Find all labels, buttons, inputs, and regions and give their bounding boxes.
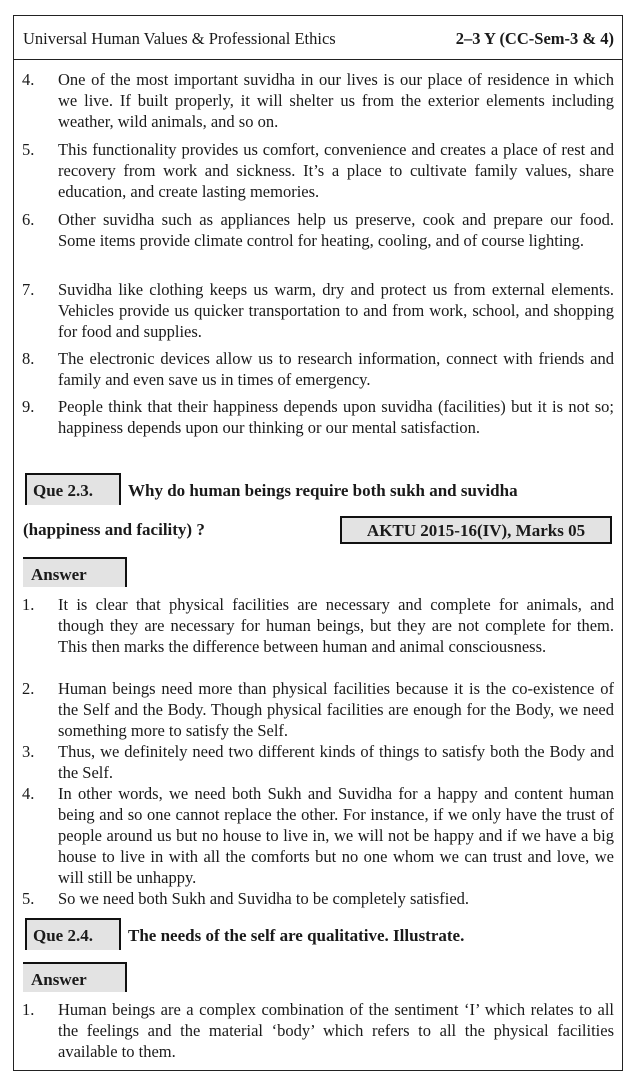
item-number: 8. xyxy=(22,349,35,368)
question-text-continued: (happiness and facility) ? xyxy=(23,520,205,539)
item-text: In other words, we need both Sukh and Suvidha for a happy and content human being and so one cannot replace the other. For instance, if we only have the trust of people around us but no house to live in, we will not be happy and if we have a big house to live in with all the comforts but no one whom we can trust and love, we will still be unhappy. xyxy=(58,784,614,887)
item-number: 3. xyxy=(22,742,35,761)
question-number: Que 2.4. xyxy=(33,926,93,945)
item-text: So we need both Sukh and Suvidha to be completely satisfied. xyxy=(58,889,470,908)
exam-source-badge: AKTU 2015-16(IV), Marks 05 xyxy=(340,516,612,544)
item-number: 2. xyxy=(22,679,35,698)
answer-label: Answer xyxy=(31,970,87,989)
question-number: Que 2.3. xyxy=(33,481,93,500)
book-title: Universal Human Values & Professional Ethics xyxy=(23,29,336,48)
list-item xyxy=(14,594,614,657)
item-text: Suvidha like clothing keeps us warm, dry and protect us from external elements. Vehicles provide us quicker transportation to and from work, school, and shopping for food and supplies. xyxy=(58,280,614,341)
list-item xyxy=(14,209,614,251)
list-item xyxy=(14,783,614,888)
item-number: 1. xyxy=(22,595,35,614)
item-number: 9. xyxy=(22,397,35,416)
item-text: Human beings need more than physical facilities because it is the co-existence of the Self and the Body. Though physical facilities are enough for the Body, we need something more to satisfy the Self. xyxy=(58,679,614,740)
item-text: It is clear that physical facilities are necessary and complete for animals, and though they are necessary for human beings, but they are not complete for them. This then marks the difference between human and animal consciousness. xyxy=(58,595,614,656)
item-text: People think that their happiness depends upon suvidha (facilities) but it is not so; happiness depends upon our thinking or our mental satisfaction. xyxy=(58,397,614,437)
item-number: 7. xyxy=(22,280,35,299)
answer-label-box xyxy=(23,557,127,587)
question-heading xyxy=(14,473,622,507)
item-number: 1. xyxy=(22,1000,35,1019)
question-heading xyxy=(14,918,622,952)
list-item xyxy=(14,888,614,909)
item-number: 5. xyxy=(22,140,35,159)
answer-label: Answer xyxy=(31,565,87,584)
item-number: 5. xyxy=(22,889,35,908)
list-item xyxy=(14,69,614,132)
item-number: 4. xyxy=(22,784,35,803)
list-item xyxy=(14,678,614,741)
list-item xyxy=(14,396,614,438)
question-text: Why do human beings require both sukh and suvidha xyxy=(128,481,518,500)
item-text: One of the most important suvidha in our lives is our place of residence in which we live. If built properly, it will shelter us from the exterior elements including weather, wild animals, and so on. xyxy=(58,70,614,131)
question-number-box xyxy=(25,918,121,950)
page-reference: 2–3 Y (CC-Sem-3 & 4) xyxy=(455,29,614,48)
item-text: Thus, we definitely need two different kinds of things to satisfy both the Body and the Self. xyxy=(58,742,614,782)
item-text: Other suvidha such as appliances help us preserve, cook and prepare our food. Some items provide climate control for heating, cooling, and of course lighting. xyxy=(58,210,614,250)
question-number-box xyxy=(25,473,121,505)
document-page xyxy=(13,15,623,1071)
question-text: The needs of the self are qualitative. Illustrate. xyxy=(128,926,465,945)
page-header xyxy=(14,16,622,60)
item-text: Human beings are a complex combination of the sentiment ‘I’ which relates to all the feelings and the material ‘body’ which refers to all the physical facilities available to them. xyxy=(58,1000,614,1061)
item-text: The electronic devices allow us to research information, connect with friends and family and even save us in times of emergency. xyxy=(58,349,614,389)
list-item xyxy=(14,348,614,390)
item-text: This functionality provides us comfort, convenience and creates a place of rest and recovery from work and sickness. It’s a place to cultivate family values, share education, and create lasting memories. xyxy=(58,140,614,201)
list-item xyxy=(14,279,614,342)
item-number: 4. xyxy=(22,70,35,89)
list-item xyxy=(14,139,614,202)
item-number: 6. xyxy=(22,210,35,229)
answer-label-box xyxy=(23,962,127,992)
list-item xyxy=(14,741,614,783)
list-item xyxy=(14,999,614,1062)
